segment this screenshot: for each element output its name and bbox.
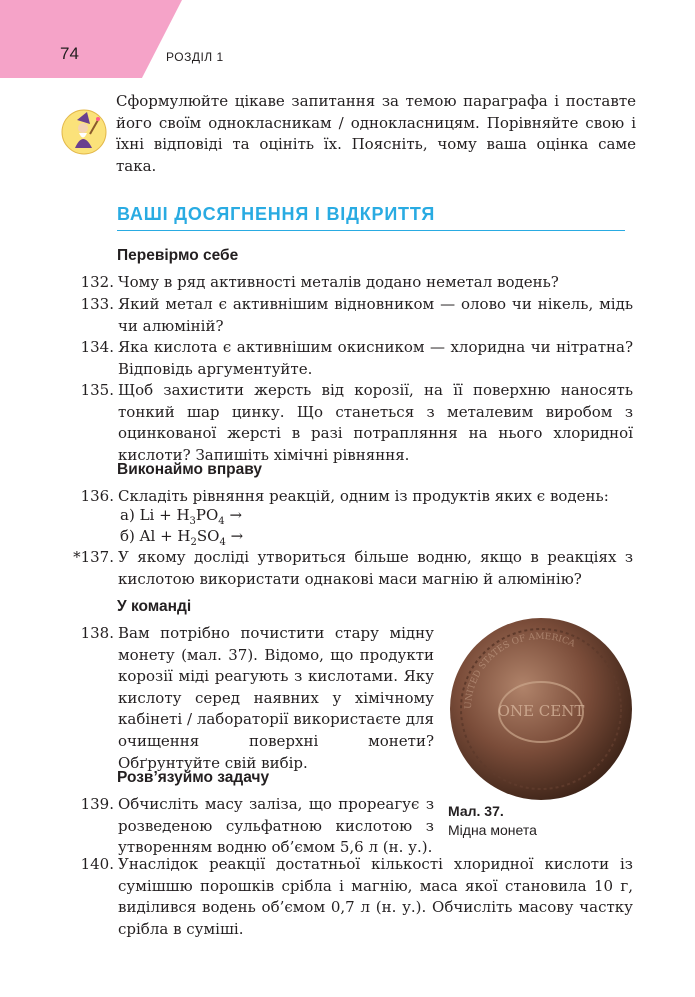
- task-number: 134.: [80, 338, 114, 356]
- task-text: У якому досліді утвориться більше водню, якщо в реакціях з кислотою використати однакові маси магнію й алюмінію?: [118, 548, 633, 588]
- task-text: Складіть рівняння реакцій, одним із продуктів яких є водень:: [118, 487, 609, 505]
- task-number: 133.: [80, 295, 114, 313]
- task-text: Унаслідок реакції достатньої кількості хлоридної кислоти із сумішшю порошків срібла і магнію, маса якої становила 10 г, виділився водень об’ємом 0,7 л (н. у.). Обчисліть масову частку срібла в суміші.: [118, 855, 633, 938]
- task-number: 135.: [80, 381, 114, 399]
- task-text: Щоб захистити жерсть від корозії, на її поверхню наносять тонкий шар цинку. Що станеться з металевим виробом з оцинкованої жерсті в разі потрапляння на нього хлоридної кислоти? Запишіть хімічні рівняння.: [118, 381, 633, 464]
- task-text: Який метал є активнішим відновником — олово чи нікель, мідь чи алюміній?: [118, 295, 633, 335]
- section-heading: ВАШІ ДОСЯГНЕННЯ І ВІДКРИТТЯ: [117, 204, 436, 224]
- subheading-problem: Розв’язуймо задачу: [117, 769, 270, 786]
- intro-prompt: Сформулюйте цікаве запитання за темою параграфа і поставте його своїм однокласникам / однокласницям. Порівняйте свою і їхні відповіді та оцініть їх. Поясніть, чому ваша оцінка саме така.: [116, 92, 636, 175]
- page-corner-decoration: [0, 0, 182, 78]
- task-text: Чому в ряд активності металів додано неметал водень?: [118, 273, 559, 291]
- formula-a: а) $Li + H_3PO_4$ →: [120, 506, 243, 527]
- heading-divider: [117, 230, 625, 231]
- wizard-icon: [60, 108, 108, 156]
- task-number: 138.: [80, 624, 114, 642]
- task-133: [68, 294, 633, 337]
- task-139: [68, 794, 633, 859]
- task-text: Вам потрібно почистити стару мідну монету (мал. 37). Відомо, що продукти корозії міді реагують з кислотами. Яку кислоту серед наявних у хімічному кабінеті / лабораторії використаєте для очищення поверхні монети? Обґрунтуйте свій вибір.: [118, 624, 434, 772]
- copper-coin-image: [448, 616, 634, 802]
- figure-caption: Мідна монета: [448, 822, 537, 838]
- figure-title: Мал. 37.: [448, 803, 504, 819]
- task-number: 139.: [80, 795, 114, 813]
- task-number: 140.: [80, 855, 114, 873]
- task-number: *137.: [73, 548, 114, 566]
- svg-text:UNITED STATES OF AMERICA: UNITED STATES OF AMERICA: [463, 631, 577, 710]
- formula-b: б) $Al + H_2SO_4$ →: [120, 527, 244, 548]
- subheading-team: У команді: [117, 598, 192, 615]
- task-135: [68, 380, 633, 466]
- section-label: РОЗДІЛ 1: [166, 50, 224, 64]
- task-136: [68, 486, 633, 508]
- task-140: [68, 854, 633, 940]
- svg-text:ONE CENT: ONE CENT: [497, 702, 585, 720]
- task-137: [68, 547, 633, 590]
- subheading-check: Перевірмо себе: [117, 247, 239, 264]
- task-134: [68, 337, 633, 380]
- task-text: Обчисліть масу заліза, що прореагує з розведеною сульфатною кислотою з утворенням водню об’ємом 5,6 л (н. у.).: [118, 795, 434, 857]
- subheading-exercise: Виконаймо вправу: [117, 461, 263, 478]
- task-number: 136.: [80, 487, 114, 505]
- task-number: 132.: [80, 273, 114, 291]
- task-132: [68, 272, 633, 294]
- page-number: 74: [60, 44, 79, 63]
- task-text: Яка кислота є активнішим окисником — хлоридна чи нітратна? Відповідь аргументуйте.: [118, 338, 633, 378]
